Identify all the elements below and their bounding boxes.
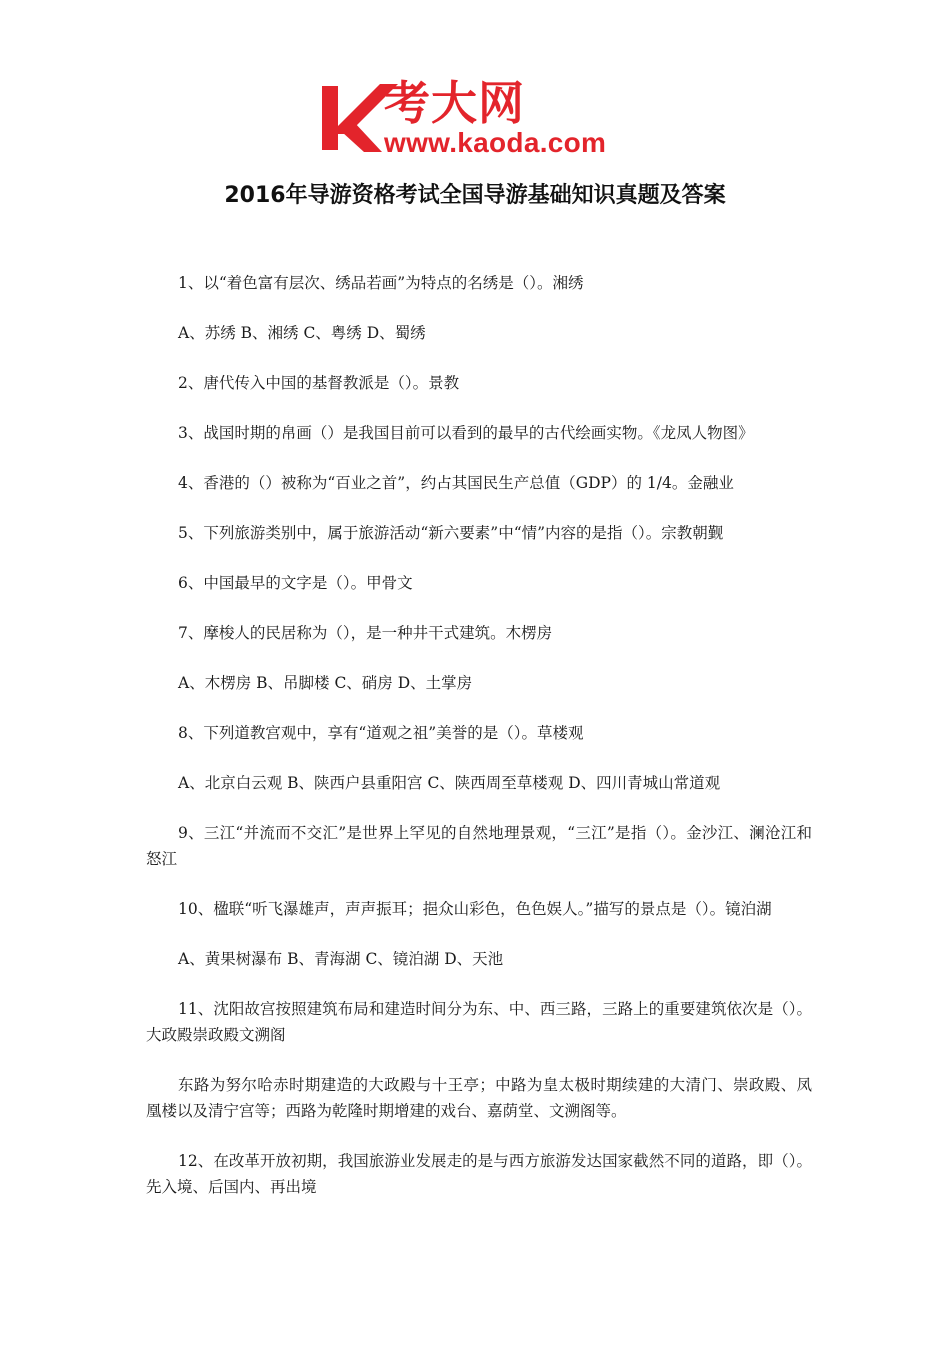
question-8-options: A、北京白云观 B、陕西户县重阳宫 C、陕西周至草楼观 D、四川青城山常道观	[178, 774, 721, 792]
question-1: 1、以“着色富有层次、绣品若画”为特点的名绣是（）。湘绣	[178, 274, 584, 292]
question-2: 2、唐代传入中国的基督教派是（）。景教	[178, 374, 460, 392]
question-7: 7、摩梭人的民居称为（），是一种井干式建筑。木楞房	[178, 624, 553, 642]
question-8: 8、下列道教宫观中，享有“道观之祖”美誉的是（）。草楼观	[178, 724, 584, 742]
document-body	[146, 270, 812, 1224]
question-5: 5、下列旅游类别中，属于旅游活动“新六要素”中“情”内容的是指（）。宗教朝觐	[178, 524, 724, 542]
question-10-options: A、黄果树瀑布 B、青海湖 C、镜泊湖 D、天池	[178, 950, 504, 968]
question-9: 9、三江“并流而不交汇”是世界上罕见的自然地理景观，“三江”是指（）。金沙江、澜沧江和怒江	[146, 824, 812, 868]
question-6: 6、中国最早的文字是（）。甲骨文	[178, 574, 413, 592]
question-3: 3、战国时期的帛画（）是我国目前可以看到的最早的古代绘画实物。《龙凤人物图》	[178, 424, 754, 442]
question-10: 10、楹联“听飞瀑雄声，声声振耳；挹众山彩色，色色娱人。”描写的景点是（）。镜泊湖	[178, 900, 772, 918]
question-4: 4、香港的（）被称为“百业之首”，约占其国民生产总值（GDP）的 1/4。金融业	[178, 474, 734, 492]
question-11-explanation: 东路为努尔哈赤时期建造的大政殿与十王亭；中路为皇太极时期续建的大清门、崇政殿、凤凰楼以及清宁宫等；西路为乾隆时期增建的戏台、嘉荫堂、文溯阁等。	[146, 1076, 812, 1120]
logo-brand-name: 考大网	[384, 76, 525, 130]
question-11: 11、沈阳故宫按照建筑布局和建造时间分为东、中、西三路，三路上的重要建筑依次是（）。大政殿崇政殿文溯阁	[146, 1000, 812, 1044]
question-1-options: A、苏绣 B、湘绣 C、粤绣 D、蜀绣	[178, 324, 426, 342]
question-12: 12、在改革开放初期，我国旅游业发展走的是与西方旅游发达国家截然不同的道路，即（）。先入境、后国内、再出境	[146, 1152, 812, 1196]
question-7-options: A、木楞房 B、吊脚楼 C、硝房 D、土掌房	[178, 674, 473, 692]
kaoda-logo	[318, 76, 638, 158]
page-title: 2016年导游资格考试全国导游基础知识真题及答案	[224, 183, 726, 208]
logo-url: www.kaoda.com	[384, 127, 607, 158]
